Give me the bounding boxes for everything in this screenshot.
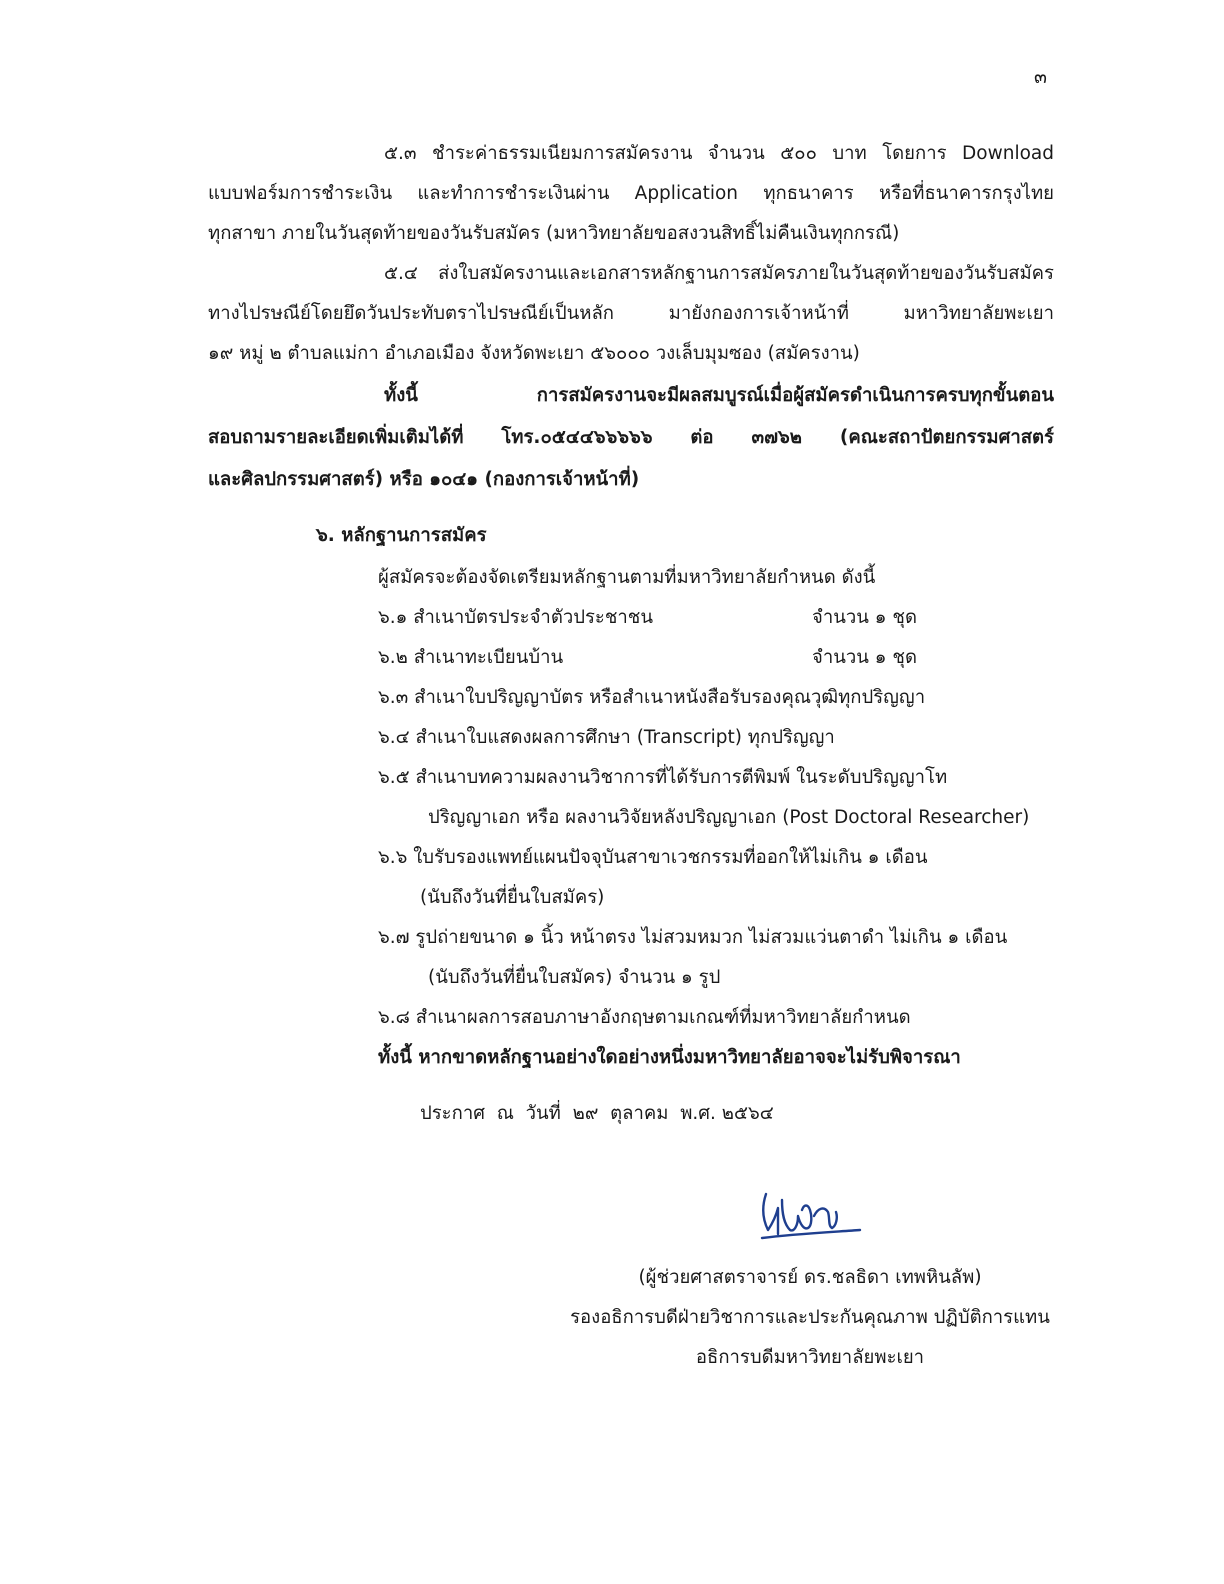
item-6-1-label: ๖.๑ สำเนาบัตรประจำตัวประชาชน xyxy=(378,607,653,628)
item-6-6-line-2: (นับถึงวันที่ยื่นใบสมัคร) xyxy=(420,887,605,908)
announcement-date: ประกาศ ณ วันที่ ๒๙ ตุลาคม พ.ศ. ๒๕๖๔ xyxy=(420,1103,774,1124)
item-6-7-line-2: (นับถึงวันที่ยื่นใบสมัคร) จำนวน ๑ รูป xyxy=(428,967,721,988)
note-line-1: ทั้งนี้ การสมัครงานจะมีผลสมบูรณ์เมื่อผู้สมัครดำเนินการครบทุกขั้นตอน xyxy=(384,385,1054,406)
paragraph-5-4-line-1: ๕.๔ ส่งใบสมัครงานและเอกสารหลักฐานการสมัครภายในวันสุดท้ายของวันรับสมัคร xyxy=(384,263,1054,284)
item-6-8: ๖.๘ สำเนาผลการสอบภาษาอังกฤษตามเกณฑ์ที่มหาวิทยาลัยกำหนด xyxy=(378,1007,911,1028)
signatory-position: รองอธิการบดีฝ่ายวิชาการและประกันคุณภาพ ปฏิบัติการแทน xyxy=(570,1307,1050,1328)
signatory-name: (ผู้ช่วยศาสตราจารย์ ดร.ชลธิดา เทพหินลัพ) xyxy=(638,1267,982,1288)
note-line-2: สอบถามรายละเอียดเพิ่มเติมได้ที่ โทร.๐๕๔๔๖๖๖๖๖ ต่อ ๓๗๖๒ (คณะสถาปัตยกรรมศาสตร์ xyxy=(208,427,1054,448)
item-6-2-quantity: จำนวน ๑ ชุด xyxy=(812,647,917,668)
item-6-2-label: ๖.๒ สำเนาทะเบียนบ้าน xyxy=(378,647,564,668)
paragraph-5-3-line-3: ทุกสาขา ภายในวันสุดท้ายของวันรับสมัคร (มหาวิทยาลัยขอสงวนสิทธิ์ไม่คืนเงินทุกกรณี) xyxy=(208,223,900,244)
signatory-office: อธิการบดีมหาวิทยาลัยพะเยา xyxy=(695,1347,925,1368)
paragraph-5-3-line-2: แบบฟอร์มการชำระเงิน และทำการชำระเงินผ่าน Application ทุกธนาคาร หรือที่ธนาคารกรุงไทย xyxy=(208,183,1054,204)
handwritten-signature xyxy=(752,1186,872,1246)
note-line-3: และศิลปกรรมศาสตร์) หรือ ๑๐๔๑ (กองการเจ้าหน้าที่) xyxy=(208,469,640,490)
item-6-7-line-1: ๖.๗ รูปถ่ายขนาด ๑ นิ้ว หน้าตรง ไม่สวมหมวก ไม่สวมแว่นตาดำ ไม่เกิน ๑ เดือน xyxy=(378,927,1008,948)
page-number: ๓ xyxy=(1034,66,1047,88)
item-6-5-line-2: ปริญญาเอก หรือ ผลงานวิจัยหลังปริญญาเอก (Post Doctoral Researcher) xyxy=(428,807,1030,828)
item-6-6-line-1: ๖.๖ ใบรับรองแพทย์แผนปัจจุบันสาขาเวชกรรมที่ออกให้ไม่เกิน ๑ เดือน xyxy=(378,847,928,868)
paragraph-5-4-line-3: ๑๙ หมู่ ๒ ตำบลแม่กา อำเภอเมือง จังหวัดพะเยา ๕๖๐๐๐ วงเล็บมุมซอง (สมัครงาน) xyxy=(208,343,860,364)
section-6-intro: ผู้สมัครจะต้องจัดเตรียมหลักฐานตามที่มหาวิทยาลัยกำหนด ดังนี้ xyxy=(378,567,876,588)
section-6-warning: ทั้งนี้ หากขาดหลักฐานอย่างใดอย่างหนึ่งมหาวิทยาลัยอาจจะไม่รับพิจารณา xyxy=(378,1047,961,1068)
section-6-heading: ๖. หลักฐานการสมัคร xyxy=(316,525,487,546)
paragraph-5-3-line-1: ๕.๓ ชำระค่าธรรมเนียมการสมัครงาน จำนวน ๕๐๐ บาท โดยการ Download xyxy=(384,143,1054,164)
paragraph-5-4-line-2: ทางไปรษณีย์โดยยึดวันประทับตราไปรษณีย์เป็นหลัก มายังกองการเจ้าหน้าที่ มหาวิทยาลัยพะเยา xyxy=(208,303,1054,324)
item-6-5-line-1: ๖.๕ สำเนาบทความผลงานวิชาการที่ได้รับการตีพิมพ์ ในระดับปริญญาโท xyxy=(378,767,948,788)
item-6-4: ๖.๔ สำเนาใบแสดงผลการศึกษา (Transcript) ทุกปริญญา xyxy=(378,727,835,748)
item-6-1-quantity: จำนวน ๑ ชุด xyxy=(812,607,917,628)
item-6-3: ๖.๓ สำเนาใบปริญญาบัตร หรือสำเนาหนังสือรับรองคุณวุฒิทุกปริญญา xyxy=(378,687,926,708)
